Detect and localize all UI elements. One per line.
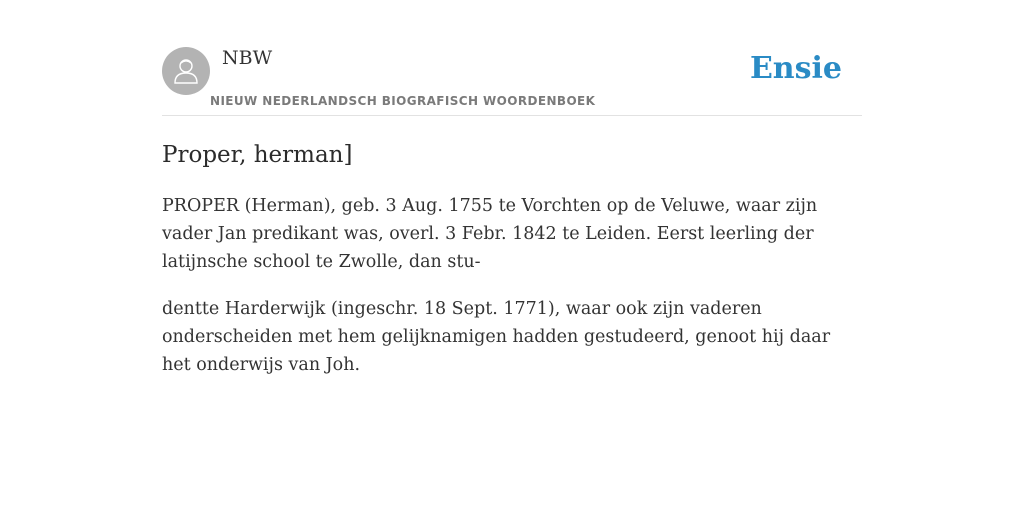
article-paragraph: PROPER (Herman), geb. 3 Aug. 1755 te Vorchten op de Veluwe, waar zijn vader Jan predikant was, overl. 3 Febr. 1842 te Leiden. Eerst leerling der latijnsche school te Zwolle, dan stu- [162, 196, 818, 272]
brand-logo[interactable]: Ensie [749, 51, 842, 86]
article-title: Proper, herman] [162, 142, 353, 168]
source-name[interactable]: NBW [222, 47, 273, 69]
user-icon [171, 56, 201, 86]
source-subtitle: NIEUW NEDERLANDSCH BIOGRAFISCH WOORDENBOEK [210, 94, 596, 108]
article-paragraph: dentte Harderwijk (ingeschr. 18 Sept. 1771), waar ook zijn vaderen onderscheiden met hem gelijknamigen hadden gestudeerd, genoot hij daar het onderwijs van Joh. [162, 299, 831, 375]
source-header [162, 0, 862, 116]
article-page [162, 0, 862, 379]
source-avatar[interactable] [162, 47, 210, 95]
